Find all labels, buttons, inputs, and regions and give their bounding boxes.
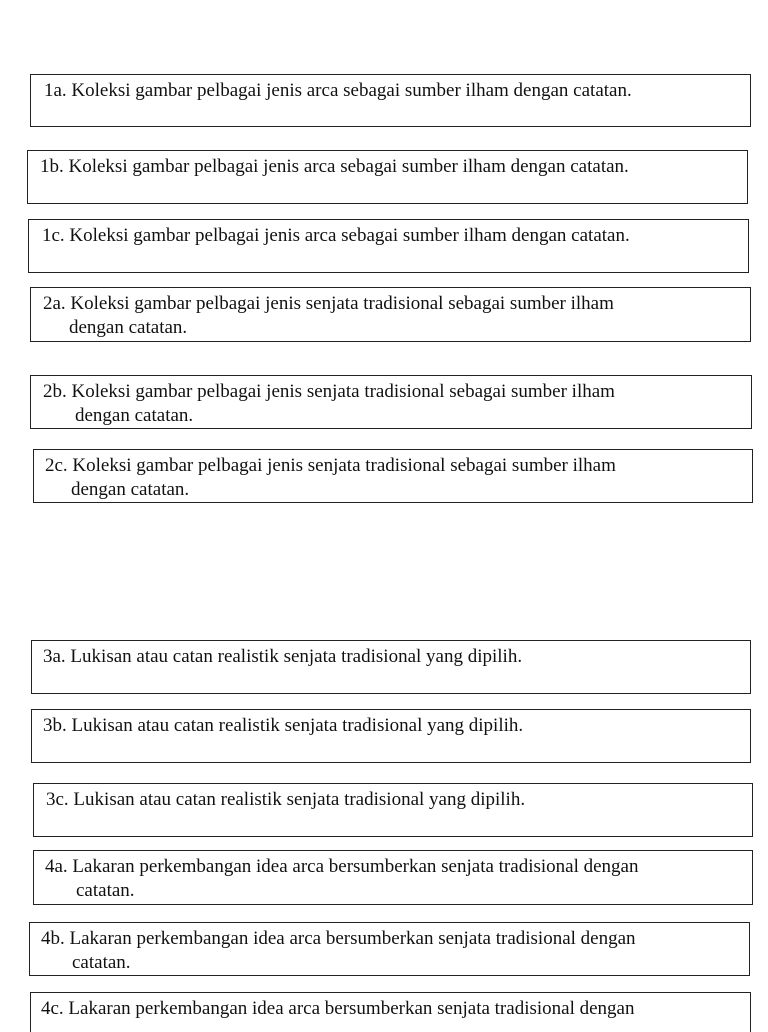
label-text-continued: dengan catatan. [69, 317, 188, 338]
label-box-4b [29, 922, 750, 976]
label-box-2b [30, 375, 752, 429]
label-box-4a [33, 850, 753, 905]
label-box-1a [30, 74, 751, 127]
label-text-continued: dengan catatan. [75, 405, 194, 426]
label-box-1c [28, 219, 749, 273]
label-text: 1c. Koleksi gambar pelbagai jenis arca sebagai sumber ilham dengan catatan. [42, 225, 630, 246]
label-box-3c [33, 783, 753, 837]
label-text: 4a. Lakaran perkembangan idea arca bersumberkan senjata tradisional dengan [45, 856, 639, 877]
label-text-continued: catatan. [72, 952, 131, 973]
label-text: 2b. Koleksi gambar pelbagai jenis senjata tradisional sebagai sumber ilham [43, 381, 615, 402]
label-box-2c [33, 449, 753, 503]
label-box-3b [31, 709, 751, 763]
label-text-continued: dengan catatan. [71, 479, 190, 500]
label-text: 1b. Koleksi gambar pelbagai jenis arca sebagai sumber ilham dengan catatan. [40, 156, 629, 177]
label-box-4c [30, 992, 751, 1032]
label-box-1b [27, 150, 748, 204]
label-text: 3a. Lukisan atau catan realistik senjata tradisional yang dipilih. [43, 646, 523, 667]
label-text: 2c. Koleksi gambar pelbagai jenis senjata tradisional sebagai sumber ilham [45, 455, 616, 476]
label-text: 4b. Lakaran perkembangan idea arca bersumberkan senjata tradisional dengan [41, 928, 636, 949]
label-text: 4c. Lakaran perkembangan idea arca bersumberkan senjata tradisional dengan [41, 998, 635, 1019]
label-box-2a [30, 287, 751, 342]
label-text-continued: catatan. [76, 880, 135, 901]
label-text: 3b. Lukisan atau catan realistik senjata tradisional yang dipilih. [43, 715, 524, 736]
label-box-3a [31, 640, 751, 694]
label-text: 1a. Koleksi gambar pelbagai jenis arca sebagai sumber ilham dengan catatan. [44, 80, 632, 101]
label-text: 2a. Koleksi gambar pelbagai jenis senjata tradisional sebagai sumber ilham [43, 293, 614, 314]
label-text: 3c. Lukisan atau catan realistik senjata tradisional yang dipilih. [46, 789, 526, 810]
